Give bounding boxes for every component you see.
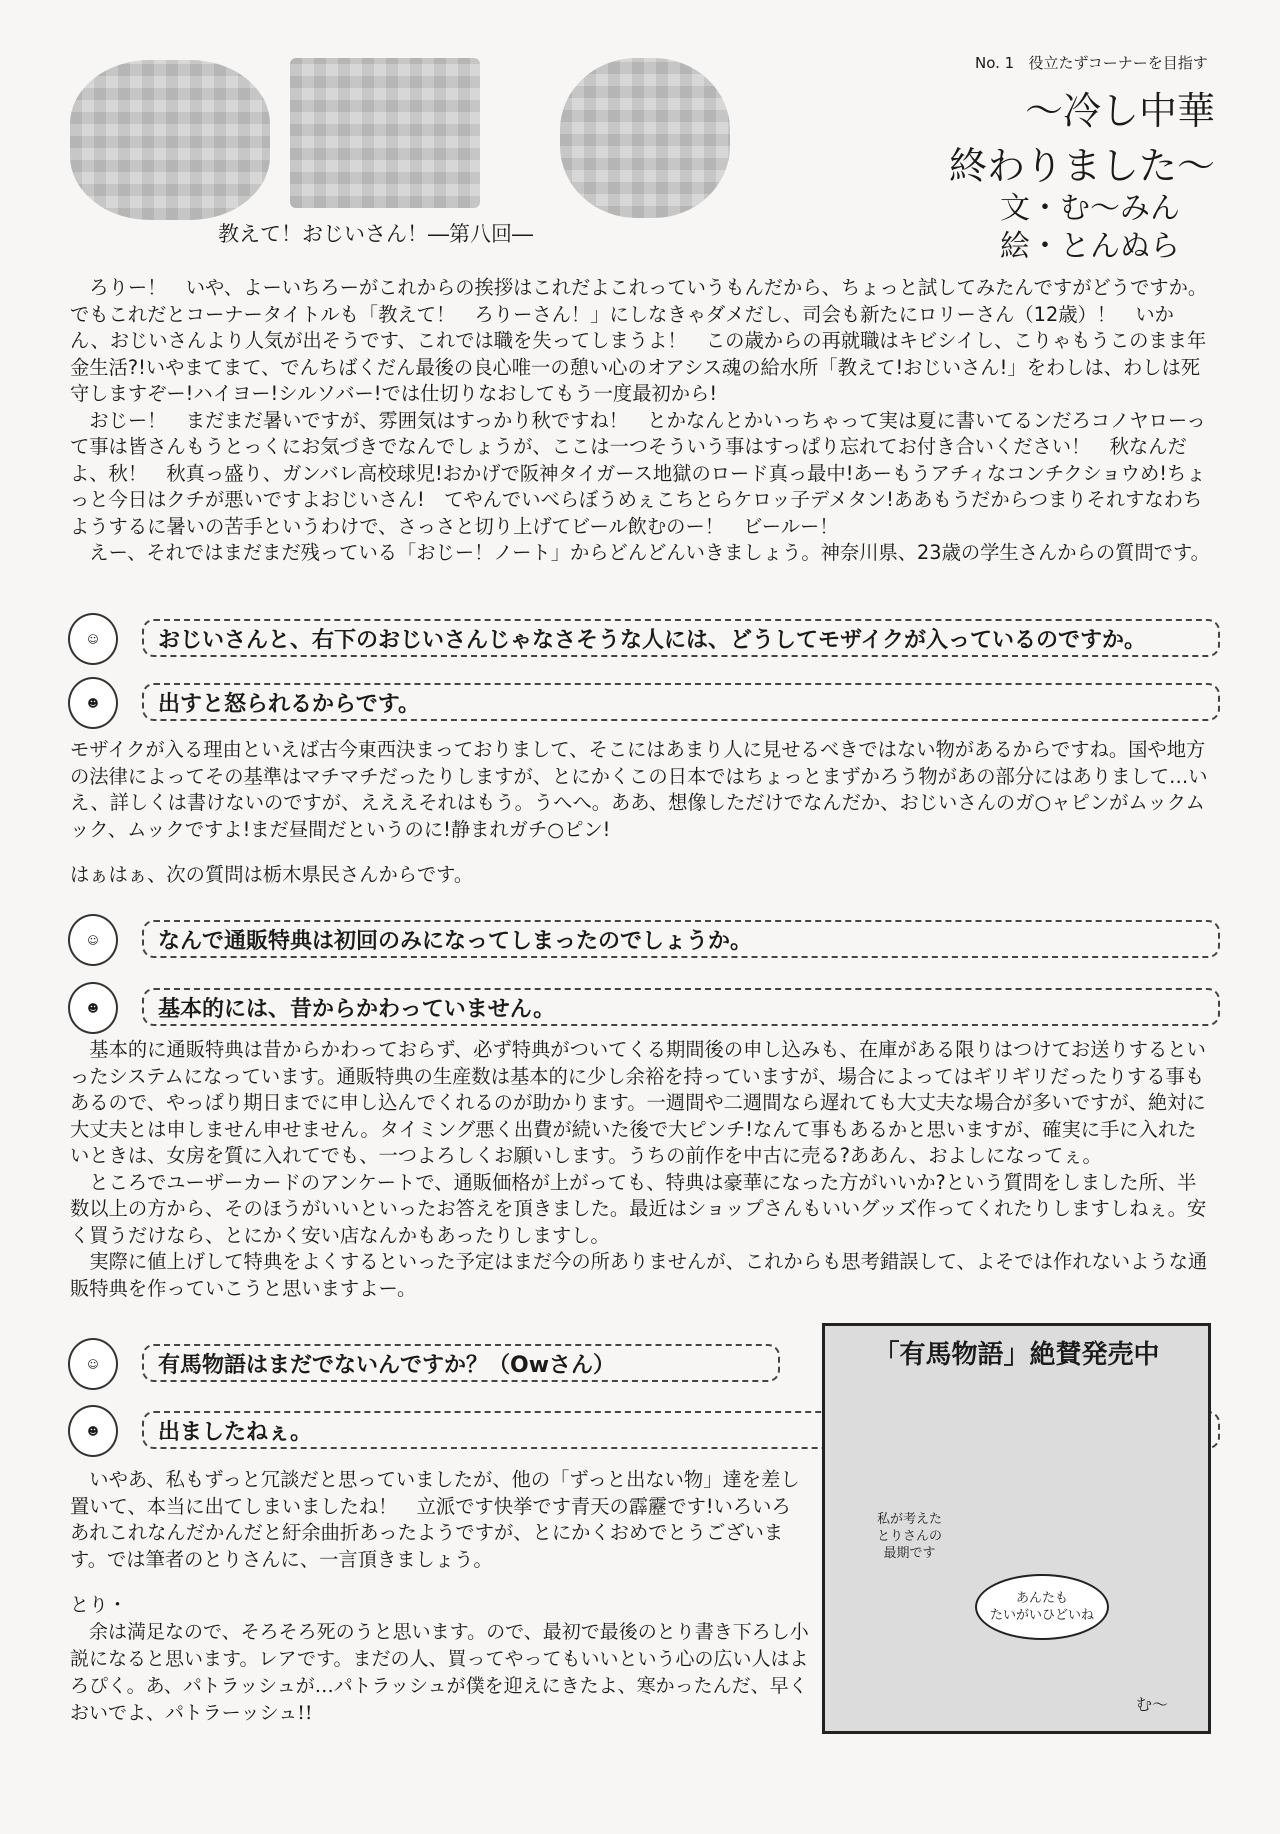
promo-caption-line-1: 私が考えた (877, 1512, 943, 1527)
intro-paragraph-1: ろりー！ いや、よーいちろーがこれからの挨拶はこれだよこれっていうもんだから、ちょっと試してみたんですがどうですか。でもこれだとコーナータイトルも「教えて！ ろりーさん！」にしなきゃダメだし、司会も新たにロリーさん（12歳）！ いかん、おじいさんより人気が出そうです、これでは職を失ってしまうよ！ この歳からの再就職はキビシイし、こりゃもうこのまま年金生活?!いやまてまて、でんちばくだん最後の良心唯一の憩い心のオアシス魂の給水所「教えて!おじいさん!」をわしは、わしは死守しますぞー!ハイヨー!シルソバー!では仕切りなおしてもう一度最初から! (70, 276, 1208, 405)
promo-panel (822, 1323, 1211, 1734)
answer-2-paragraph-3: 実際に値上げして特典をよくするといった予定はまだ今の所ありませんが、これからも思考錯誤して、よそでは作れないような通販特典を作っていこうと思いますよー。 (70, 1250, 1208, 1300)
credits (1000, 190, 1180, 265)
answer-text-1: モザイクが入る理由といえば古今東西決まっておりまして、そこにはあまり人に見せるべきではない物があるからですね。国や地方の法律によってその基準はマチマチだったりしますが、とにかくこの日本ではちょっとまずかろう物があの部分にはありまして…いえ、詳しくは書けないのですが、えええそれはもう。うへへ。ああ、想像しただけでなんだか、おじいさんのガ○ャピンがムックムック、ムックですよ!まだ昼間だというのに!静まれガチ○ピン! (70, 738, 1208, 841)
promo-title: 「有馬物語」絶賛発売中 (873, 1340, 1160, 1370)
promo-caption-line-2: とりさんの (877, 1529, 943, 1544)
issue-header (975, 52, 1208, 73)
mosaic-boy-illustration (560, 58, 730, 218)
mosaic-old-man-illustration (70, 60, 270, 220)
answer-row-1 (60, 677, 1220, 725)
intro-paragraph-2: おじー！ まだまだ暑いですが、雰囲気はすっかり秋ですね！ とかなんとかいっちゃって実は夏に書いてるンだろコノヤローって事は皆さんもうとっくにお気づきでなんでしょうが、ここは一つそういう事はすっぱり忘れてお付き合いください！ 秋なんだよ、秋！ 秋真っ盛り、ガンバレ高校球児!おかげで阪神タイガース地獄のロード真っ最中!あーもうアチィなコンチクショウめ!ちょっと今日はクチが悪いですよおじいさん! てやんでいべらぼうめぇこちとらケロッ子デメタン!ああもうだからつまりそれすなわちようするに暑いの苦手というわけで、さっさと切り上げてビール飲むのー！ ビールー！ (70, 408, 1206, 538)
question-row-2 (60, 914, 1220, 962)
answer-2-paragraph-2: ところでユーザーカードのアンケートで、通販価格が上がっても、特典は豪華になった方がいいか?という質問をしました所、半数以上の方から、そのほうがいいといったお答えを頂きました。最近はショップさんもいいグッズ作ってくれたりしますしねぇ。安く買うだけなら、とにかく安い店なんかもあったりしますし。 (70, 1170, 1207, 1247)
next-question-intro: はぁはぁ、次の質問は栃木県民さんからです。 (70, 863, 474, 886)
answer-text-3: いやあ、私もずっと冗談だと思っていましたが、他の「ずっと出ない物」達を差し置いて、本当に出てしまいましたね！ 立派です快挙です青天の霹靂です!いろいろあれこれなんだかんだと紆余曲折あったようですが、とにかくおめでとうございます。では筆者のとりさんに、一言頂きましょう。 (70, 1468, 800, 1571)
question-box-3: 有馬物語はまだでないんですか？（Owさん） (142, 1344, 780, 1382)
speech-line-2: たいがいひどいね (989, 1608, 1094, 1623)
answer-box-2: 基本的には、昔からかわっていません。 (142, 988, 1220, 1026)
promo-speech-bubble (975, 1574, 1109, 1640)
credit-artist: 絵・とんぬら (1000, 228, 1180, 264)
tori-message: 余は満足なので、そろそろ死のうと思います。ので、最初で最後のとり書き下ろし小説になると思います。レアです。まだの人、買ってやってもいいという心の広い人はよろぴく。あ、パトラッシュが…パトラッシュが僕を迎えにきたよ、寒かったんだ、早くおいでよ、パトラーッシュ!! (70, 1621, 809, 1724)
answer-row-2 (60, 982, 1220, 1030)
promo-signature: む〜 (1135, 1695, 1168, 1714)
title-line-1: 〜冷し中華 (1024, 89, 1215, 133)
question-row-1 (60, 613, 1220, 661)
article-title (775, 84, 1215, 194)
question-box-1: おじいさんと、右下のおじいさんじゃなさそうな人には、どうしてモザイクが入っているのですか。 (142, 619, 1220, 657)
title-line-2: 終わりました〜 (948, 144, 1215, 189)
promo-caption (877, 1511, 942, 1562)
question-row-3 (60, 1338, 780, 1386)
mosaic-title-logo (290, 58, 480, 208)
boy-face-icon: ☺ (68, 1338, 118, 1390)
old-man-face-icon: ☻ (68, 677, 118, 729)
issue-tagline: 役立たずコーナーを目指す (1028, 54, 1208, 72)
answer-text-2 (70, 1037, 1210, 1302)
intro-paragraph-3: えー、それではまだまだ残っている「おじー！ノート」からどんどんいきましょう。神奈川県、23歳の学生さんからの質問です。 (89, 541, 1210, 564)
issue-number: No. 1 (975, 54, 1015, 72)
column-subtitle: 教えて！おじいさん！―第八回― (218, 222, 533, 246)
promo-caption-line-3: 最期です (883, 1546, 936, 1561)
answer-box-1: 出すと怒られるからです。 (142, 683, 1220, 721)
boy-face-icon: ☺ (68, 613, 118, 665)
old-man-face-icon: ☻ (68, 982, 118, 1034)
speech-line-1: あんたも (1015, 1591, 1068, 1606)
old-man-face-icon: ☻ (68, 1405, 118, 1457)
boy-face-icon: ☺ (68, 914, 118, 966)
answer-box-3: 出ましたねぇ。 (142, 1411, 1220, 1449)
intro-section (70, 275, 1210, 567)
question-box-2: なんで通販特典は初回のみになってしまったのでしょうか。 (142, 920, 1220, 958)
tori-label: とり・ (70, 1594, 128, 1616)
credit-writer: 文・む〜みん (1000, 191, 1180, 226)
answer-2-paragraph-1: 基本的に通販特典は昔からかわっておらず、必ず特典がついてくる期間後の申し込みも、在庫がある限りはつけてお送りするといったシステムになっています。通販特典の生産数は基本的に少し余裕を持っていますが、場合によってはギリギリだったりする事もあるので、やっぱり期日までに申し込んでくれるのが助かります。一週間や二週間なら遅れても大丈夫な場合が多いですが、絶対に大丈夫とは申しません申せません。タイミング悪く出費が続いた後で大ピンチ!なんて事もあるかと思いますが、確実に手に入れたいときは、女房を質に入れてでも、一つよろしくお願いします。うちの前作を中古に売る?ああん、およしになってぇ。 (70, 1038, 1206, 1167)
